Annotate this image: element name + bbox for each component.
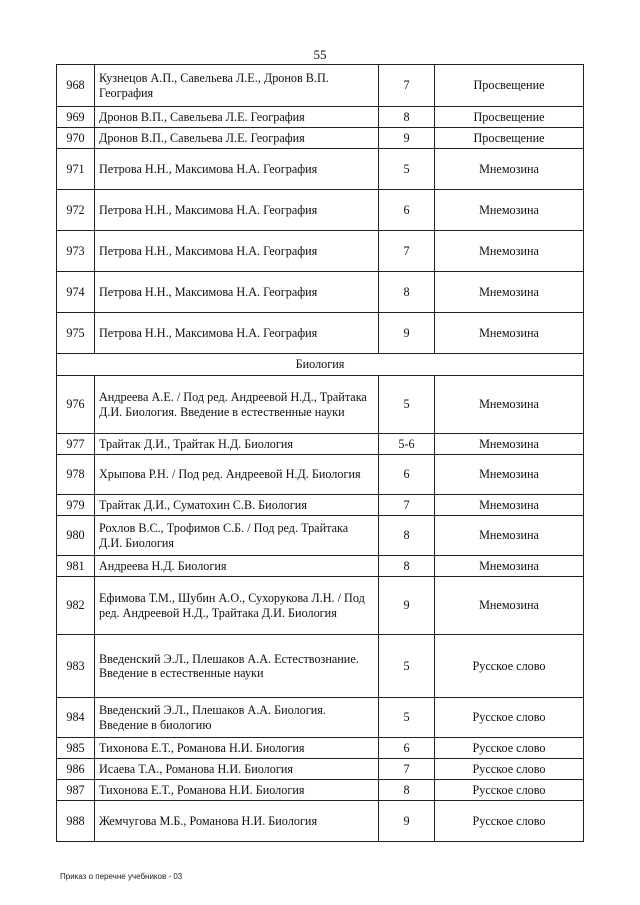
grade: 5 [379,635,435,698]
table-row [57,780,584,801]
publisher: Мнемозина [435,190,584,231]
table-row [57,376,584,434]
row-number: 987 [57,780,95,801]
grade: 5 [379,149,435,190]
grade: 7 [379,495,435,516]
table-row [57,313,584,354]
page-number: 55 [313,47,327,62]
row-number: 978 [57,455,95,495]
table-row [57,556,584,577]
book-title: Кузнецов А.П., Савельева Л.Е., Дронов В.П. География [95,65,379,107]
publisher: Русское слово [435,780,584,801]
book-title: Ефимова Т.М., Шубин А.О., Сухорукова Л.Н. / Под ред. Андреевой Н.Д., Трайтака Д.И. Биология [95,577,379,635]
row-number: 983 [57,635,95,698]
table-row [57,128,584,149]
table-row [57,107,584,128]
publisher: Просвещение [435,128,584,149]
publisher: Русское слово [435,738,584,759]
table-row [57,190,584,231]
publisher: Мнемозина [435,455,584,495]
grade: 7 [379,65,435,107]
grade: 5 [379,376,435,434]
table-row [57,495,584,516]
grade: 6 [379,738,435,759]
book-title: Рохлов В.С., Трофимов С.Б. / Под ред. Трайтака Д.И. Биология [95,516,379,556]
row-number: 977 [57,434,95,455]
table-row [57,577,584,635]
book-title: Дронов В.П., Савельева Л.Е. География [95,107,379,128]
book-title: Андреева А.Е. / Под ред. Андреевой Н.Д., Трайтака Д.И. Биология. Введение в естественные науки [95,376,379,434]
grade: 9 [379,577,435,635]
publisher: Мнемозина [435,577,584,635]
row-number: 974 [57,272,95,313]
book-title: Петрова Н.Н., Максимова Н.А. География [95,272,379,313]
table-row [57,801,584,842]
book-title: Хрыпова Р.Н. / Под ред. Андреевой Н.Д. Биология [95,455,379,495]
row-number: 981 [57,556,95,577]
publisher: Мнемозина [435,149,584,190]
publisher: Мнемозина [435,272,584,313]
book-title: Петрова Н.Н., Максимова Н.А. География [95,313,379,354]
book-title: Жемчугова М.Б., Романова Н.И. Биология [95,801,379,842]
publisher: Мнемозина [435,231,584,272]
table-row [57,516,584,556]
textbook-table [56,64,584,842]
table-row [57,434,584,455]
publisher: Мнемозина [435,516,584,556]
book-title: Андреева Н.Д. Биология [95,556,379,577]
book-title: Дронов В.П., Савельева Л.Е. География [95,128,379,149]
grade: 8 [379,272,435,313]
grade: 6 [379,455,435,495]
publisher: Русское слово [435,635,584,698]
row-number: 982 [57,577,95,635]
grade: 8 [379,107,435,128]
row-number: 975 [57,313,95,354]
grade: 8 [379,556,435,577]
publisher: Мнемозина [435,376,584,434]
footer-note: Приказ о перечне учебников - 03 [60,872,183,881]
row-number: 969 [57,107,95,128]
publisher: Мнемозина [435,556,584,577]
section-heading: Биология [57,354,584,376]
grade: 9 [379,313,435,354]
row-number: 980 [57,516,95,556]
row-number: 972 [57,190,95,231]
grade: 8 [379,780,435,801]
book-title: Трайтак Д.И., Суматохин С.В. Биология [95,495,379,516]
book-title: Исаева Т.А., Романова Н.И. Биология [95,759,379,780]
row-number: 988 [57,801,95,842]
section-heading-row [57,354,584,376]
table-row [57,455,584,495]
row-number: 973 [57,231,95,272]
row-number: 971 [57,149,95,190]
book-title: Тихонова Е.Т., Романова Н.И. Биология [95,780,379,801]
publisher: Просвещение [435,107,584,128]
table-row [57,65,584,107]
grade: 6 [379,190,435,231]
publisher: Мнемозина [435,434,584,455]
publisher: Мнемозина [435,495,584,516]
table-row [57,698,584,738]
book-title: Петрова Н.Н., Максимова Н.А. География [95,190,379,231]
table-row [57,635,584,698]
grade: 9 [379,801,435,842]
grade: 8 [379,516,435,556]
row-number: 976 [57,376,95,434]
grade: 5 [379,698,435,738]
book-title: Петрова Н.Н., Максимова Н.А. География [95,149,379,190]
publisher: Русское слово [435,759,584,780]
table-row [57,272,584,313]
book-title: Петрова Н.Н., Максимова Н.А. География [95,231,379,272]
table-row [57,759,584,780]
row-number: 979 [57,495,95,516]
row-number: 984 [57,698,95,738]
publisher: Русское слово [435,698,584,738]
row-number: 968 [57,65,95,107]
book-title: Введенский Э.Л., Плешаков А.А. Естествознание. Введение в естественные науки [95,635,379,698]
publisher: Просвещение [435,65,584,107]
row-number: 970 [57,128,95,149]
table-row [57,149,584,190]
book-title: Тихонова Е.Т., Романова Н.И. Биология [95,738,379,759]
table-row [57,738,584,759]
grade: 7 [379,759,435,780]
grade: 5-6 [379,434,435,455]
book-title: Трайтак Д.И., Трайтак Н.Д. Биология [95,434,379,455]
publisher: Русское слово [435,801,584,842]
table-row [57,231,584,272]
book-title: Введенский Э.Л., Плешаков А.А. Биология. Введение в биологию [95,698,379,738]
row-number: 986 [57,759,95,780]
publisher: Мнемозина [435,313,584,354]
row-number: 985 [57,738,95,759]
grade: 7 [379,231,435,272]
grade: 9 [379,128,435,149]
